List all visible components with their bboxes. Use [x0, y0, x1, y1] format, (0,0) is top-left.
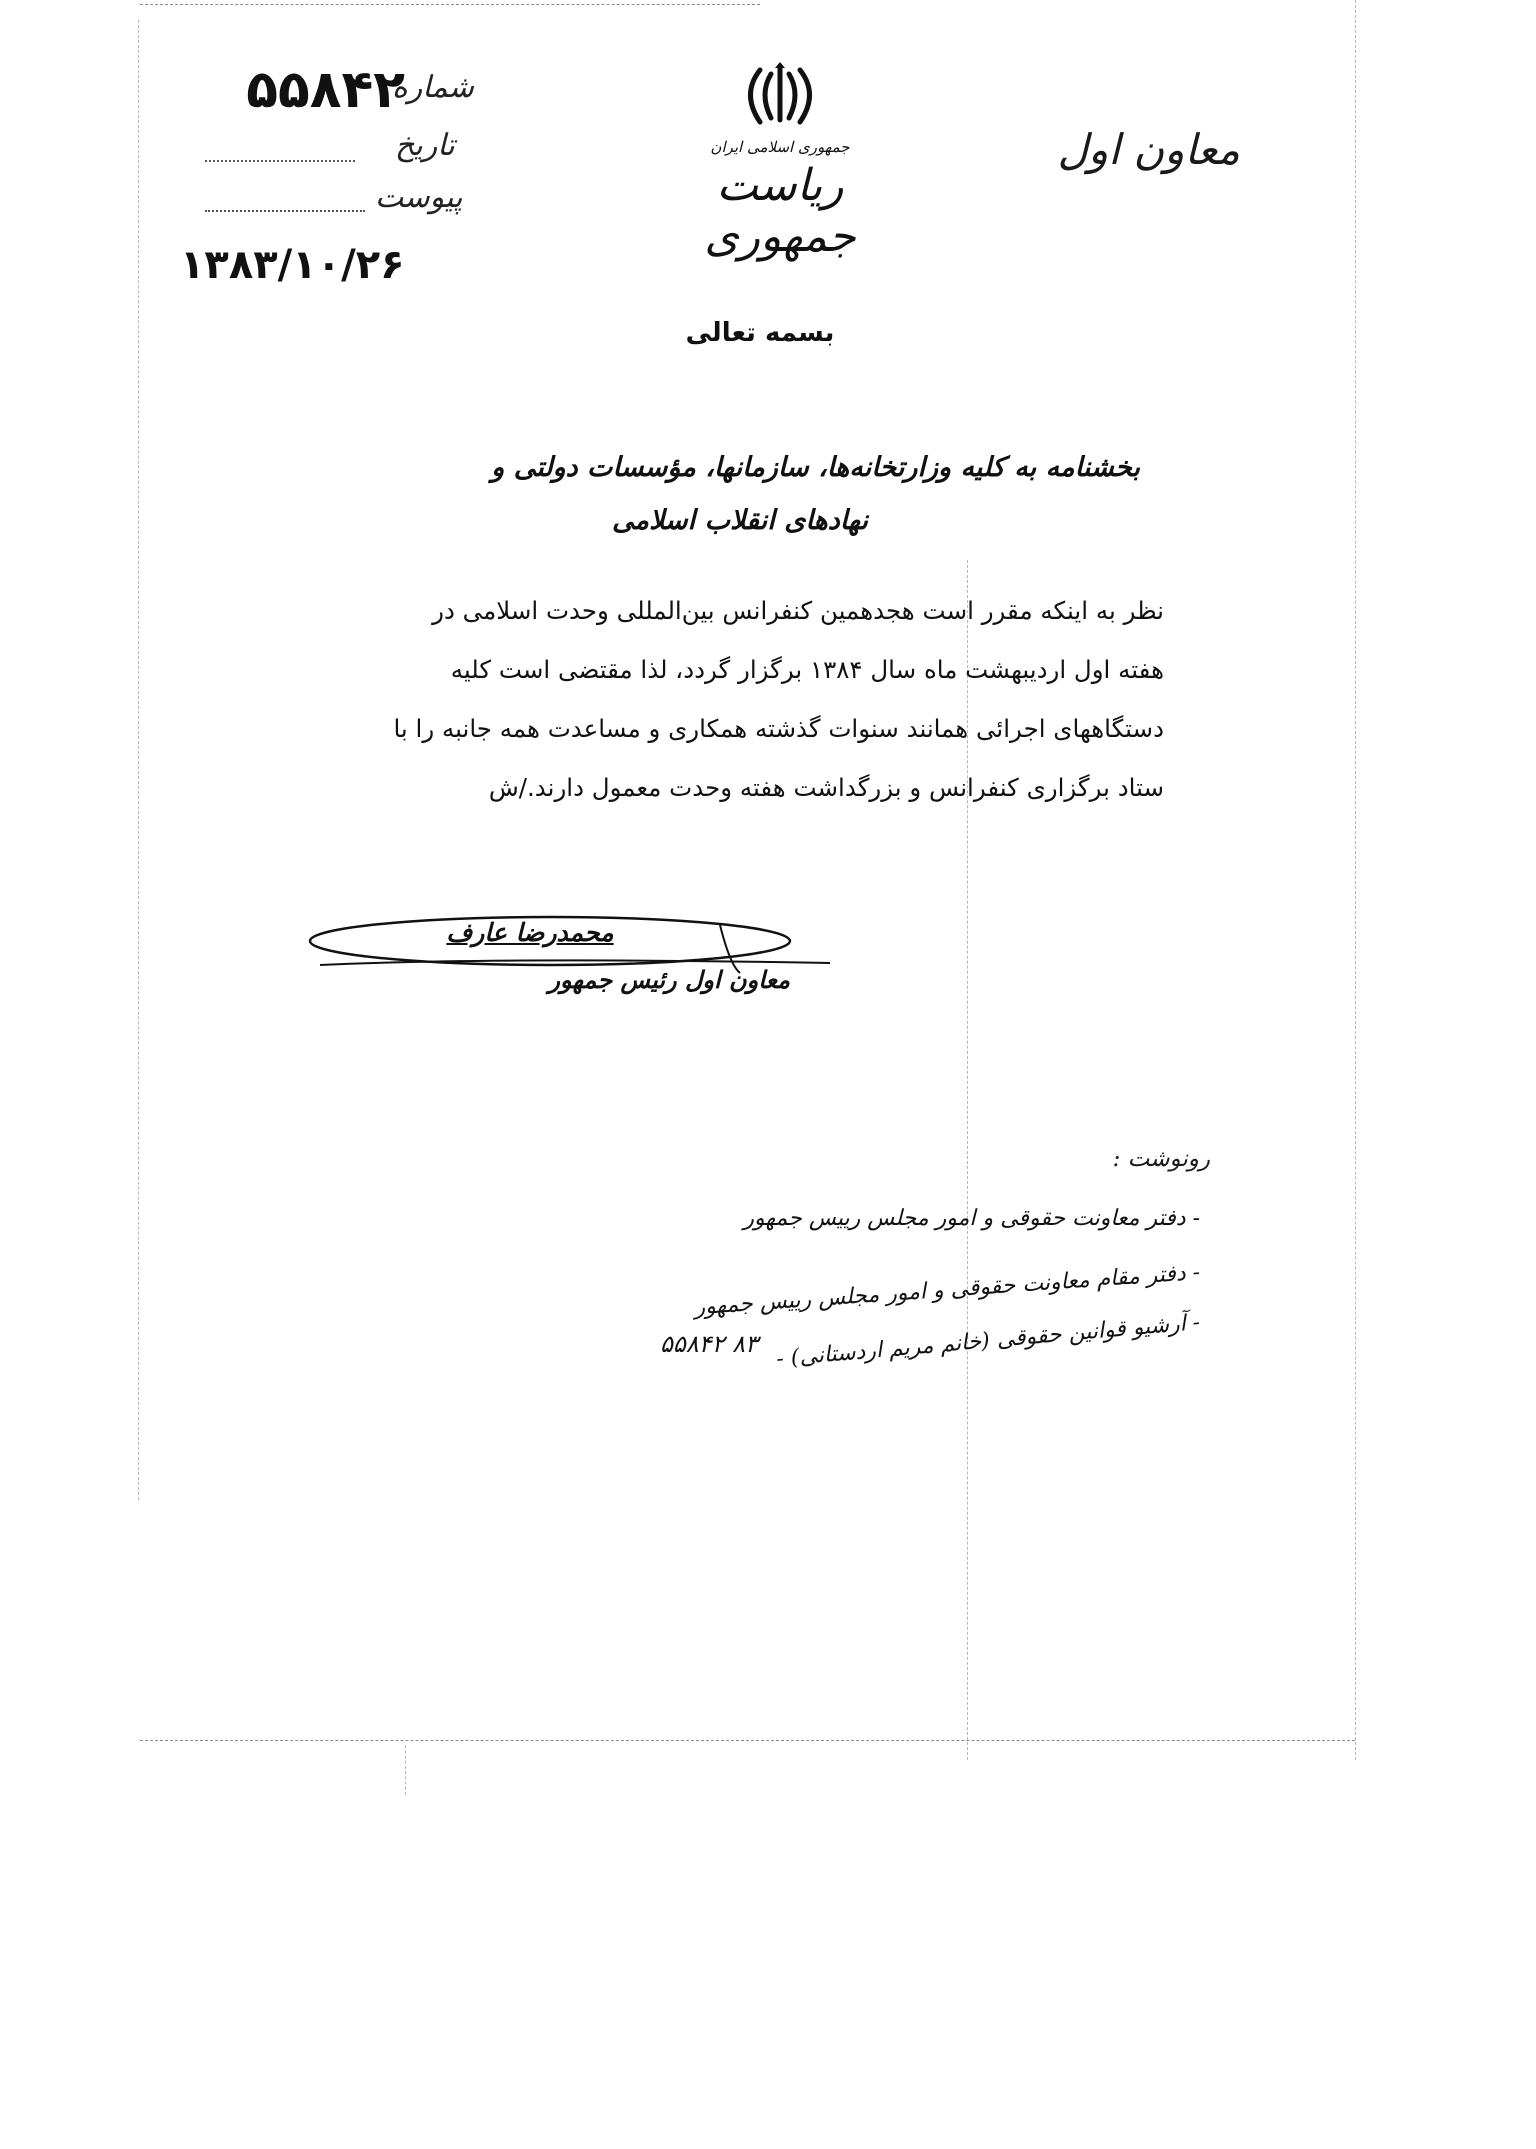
signer-title: معاون اول رئیس جمهور: [548, 966, 790, 994]
signer-name: محمدرضا عارف: [446, 918, 614, 947]
letter-number-value: ۵۵۸۴۲: [246, 60, 405, 120]
scan-edge-bottom: [140, 1740, 1355, 1741]
scan-tick-bottom: [405, 1745, 406, 1795]
attachment-dotted-line: [205, 210, 365, 212]
copy-recipient-2: - دفتر مقام معاونت حقوقی و امور مجلس رییس جمهور: [693, 1260, 1201, 1321]
invocation: بسمه تعالی: [685, 318, 835, 348]
date-label: تاریخ: [395, 128, 455, 163]
attachment-label: پیوست: [375, 180, 463, 215]
emblem-line2: ریاست جمهوری: [704, 160, 856, 262]
number-label: شماره: [392, 70, 474, 105]
emblem-line1: جمهوری اسلامی ایران: [710, 138, 850, 156]
copies-heading: رونوشت :: [1112, 1146, 1210, 1172]
body-line-3: دستگاههای اجرائی همانند سنوات گذشته همکاری و مساعدت همه جانبه را با: [393, 714, 1164, 743]
letter-date-value: ۱۳۸۳/۱۰/۲۶: [180, 242, 405, 288]
department-title: معاون اول: [1057, 125, 1240, 174]
subject-line-2: نهادهای انقلاب اسلامی: [611, 505, 868, 536]
scan-fold-right: [1355, 0, 1356, 1760]
body-line-4: ستاد برگزاری کنفرانس و بزرگداشت هفته وحدت معمول دارند./ش: [488, 773, 1164, 802]
date-dotted-line: [205, 160, 355, 162]
subject-line-1: بخشنامه به کلیه وزارتخانه‌ها، سازمانها، مؤسسات دولتی و: [491, 452, 1140, 483]
scan-fold-left: [138, 20, 139, 1500]
body-line-2: هفته اول اردیبهشت ماه سال ۱۳۸۴ برگزار گردد، لذا مقتضی است کلیه: [450, 655, 1164, 684]
body-line-1: نظر به اینکه مقرر است هجدهمین کنفرانس بین‌المللی وحدت اسلامی در: [432, 596, 1164, 625]
iran-emblem-icon: [735, 60, 825, 130]
copy-recipient-1: - دفتر معاونت حقوقی و امور مجلس رییس جمهور: [743, 1206, 1200, 1231]
archive-reference: ۵۵۸۴۲ ۸۳: [660, 1330, 758, 1358]
scan-edge-top: [140, 4, 760, 5]
copy-recipient-3: - آرشیو قوانین حقوقی (خانم مریم اردستانی) -: [775, 1310, 1202, 1373]
